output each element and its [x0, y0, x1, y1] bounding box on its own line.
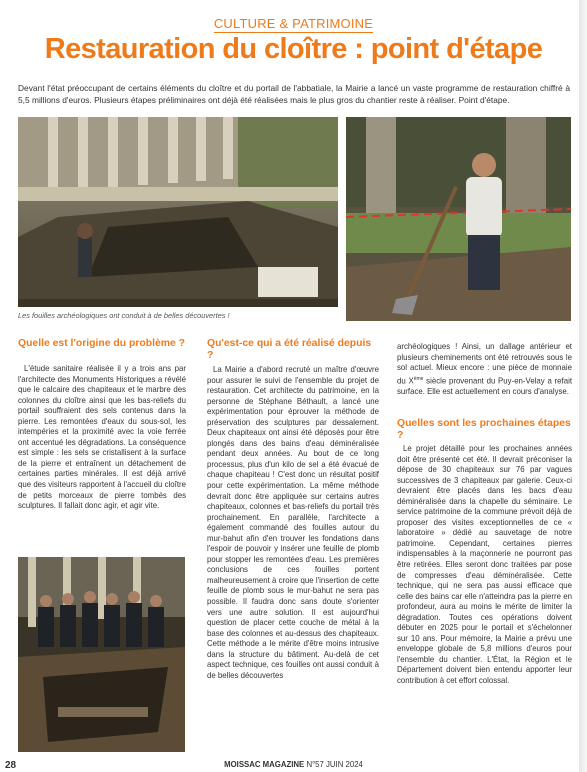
magazine-name: MOISSAC MAGAZINE	[224, 760, 305, 769]
next-steps-heading: Quelles sont les prochaines étapes ?	[397, 418, 571, 441]
intro-paragraph: Devant l'état préoccupant de certains éléments du cloître et du portail de l'abbatiale, la Mairie a lancé un vaste programme de restauration chiffré à 5,5 millions d'euros. Plusieurs étapes préliminaires ont déjà été réalisées mais le plus gros du chantier reste à réaliser. Point d'étape.	[18, 83, 570, 105]
photo-caption: Les fouilles archéologiques ont conduit à de belles découvertes !	[18, 311, 230, 320]
realise-text	[207, 365, 379, 681]
continuation-after: siècle provenant du Puy-en-Velay a refait surface. Elle est actuellement en cours d'analyse.	[397, 376, 572, 396]
realise-heading: Qu'est-ce qui a été réalisé depuis ?	[207, 338, 372, 361]
realise-paragraph: La Mairie a d'abord recruté un maître d'œuvre pour assurer le suivi de l'ensemble du projet de restauration. Cet architecte du patrimoine, en la personne de Stéphane Béthault, a lancé une expérimentation pour éprouver la méthode de préservation des sculptures par dessalement. Deux chapiteaux ont ainsi été déposés pour être plongés dans des bains d'eau déminéralisée pendant deux années. Au bout de ce long processus, plus d'un kilo de sel a été évacué de chaque chapiteau ! C'est donc un résultat positif pour cette expérimentation. La même méthode devrait donc être appliquée sur certains autres chapiteaux, colonnes et bas-reliefs du portail très prochainement. En parallèle, l'architecte a également commandé des fouilles autour du mur-bahut afin d'en trouver les fondations dans l'espoir de pouvoir y insérer une feuille de plomb pour stopper les remontées d'eau. Les premières conclusions de ces fouilles portent malheureusement à croire que l'insertion de cette feuille de plomb sous le mur-bahut ne sera pas possible. Il faudra donc sans doute s'orienter vers une autre solution. Il est aujourd'hui question de placer cette couche de métal à la base des colonnes et au-dessus des chapiteaux. Cette méthode a le mérite d'être moins intrusive dans la structure du bâtiment. Au-delà de cet aspect technique, ces fouilles ont aussi conduit à de belles découvertes	[207, 365, 379, 680]
magazine-footer	[0, 760, 587, 769]
origin-paragraph: L'étude sanitaire réalisée il y a trois ans par l'architecte des Monuments Historiques a révélé que le calcaire des chapiteaux et le marbre des colonnes du cloître ainsi que les bas-reliefs du portail souffraient des sels contenus dans la pierre. Les remontées d'eaux du sous-sol, les intempéries et la proximité avec la voie ferrée ont accentué les dégradations. La conséquence est simple : les sels se cristallisent à la surface de la pierre et entraînent un détachement de certaines parties minérales. Il est déjà arrivé que des visiteurs rapportent à l'accueil du cloître de petits morceaux de pierre tombés des sculptures. Il fallait donc agir, et agir vite.	[18, 364, 186, 511]
issue-number: N°57	[306, 760, 324, 769]
origin-text	[18, 364, 186, 512]
continuation-before: archéologiques ! Ainsi, un dallage antérieur et plusieurs cheminements ont été retrouvés sous le sol actuel. Mieux encore : une pièce de monnaie du X	[397, 342, 572, 386]
visitors-group-photo	[18, 557, 185, 752]
section-label: CULTURE & PATRIMOINE	[213, 16, 374, 31]
issue-date: JUIN 2024	[326, 760, 363, 769]
century-superscript: ème	[413, 375, 424, 382]
next-steps-paragraph: Le projet détaillé pour les prochaines années doit être présenté cet été. Il devrait préconiser la dépose de 30 chapiteaux sur 76 par vagues successives de 3 chapiteaux par galerie. Ceux-ci devraient être placés dans les bacs d'eau déminéralisée dans la chapelle du séminaire. Le service patrimoine de la commune prévoit déjà de proposer des visites exceptionnelles de ce « laboratoire » dédié au sauvetage de notre patrimoine. Cependant, certaines pierres indispensables à la maçonnerie ne pourront pas être retirées. Elles seront donc traitées par pose de compresses d'eau déminéralisée. Cette technique, qui ne sera pas aussi efficace que celle des bains car elle n'atteindra pas la pierre en profondeur, aura au moins le mérite de limiter la dégradation. Toutes ces opérations doivent débuter en 2025 pour le portail et s'échelonner sur 10 ans. Pour mémoire, la Mairie a prévu une enveloppe globale de 5,8 millions d'euros pour l'ensemble du chantier. L'État, la Région et le Département doivent bien entendu apporter leur contribution à cet effort colossal.	[397, 444, 572, 686]
page-number: 28	[5, 760, 17, 771]
next-steps-text	[397, 444, 572, 687]
worker-digging-photo	[346, 117, 571, 321]
cloister-excavation-photo	[18, 117, 338, 307]
page-edge	[579, 0, 587, 772]
page-title: Restauration du cloître : point d'étape	[44, 33, 543, 65]
origin-heading: Quelle est l'origine du problème ?	[18, 338, 186, 349]
continuation-text	[397, 342, 572, 397]
